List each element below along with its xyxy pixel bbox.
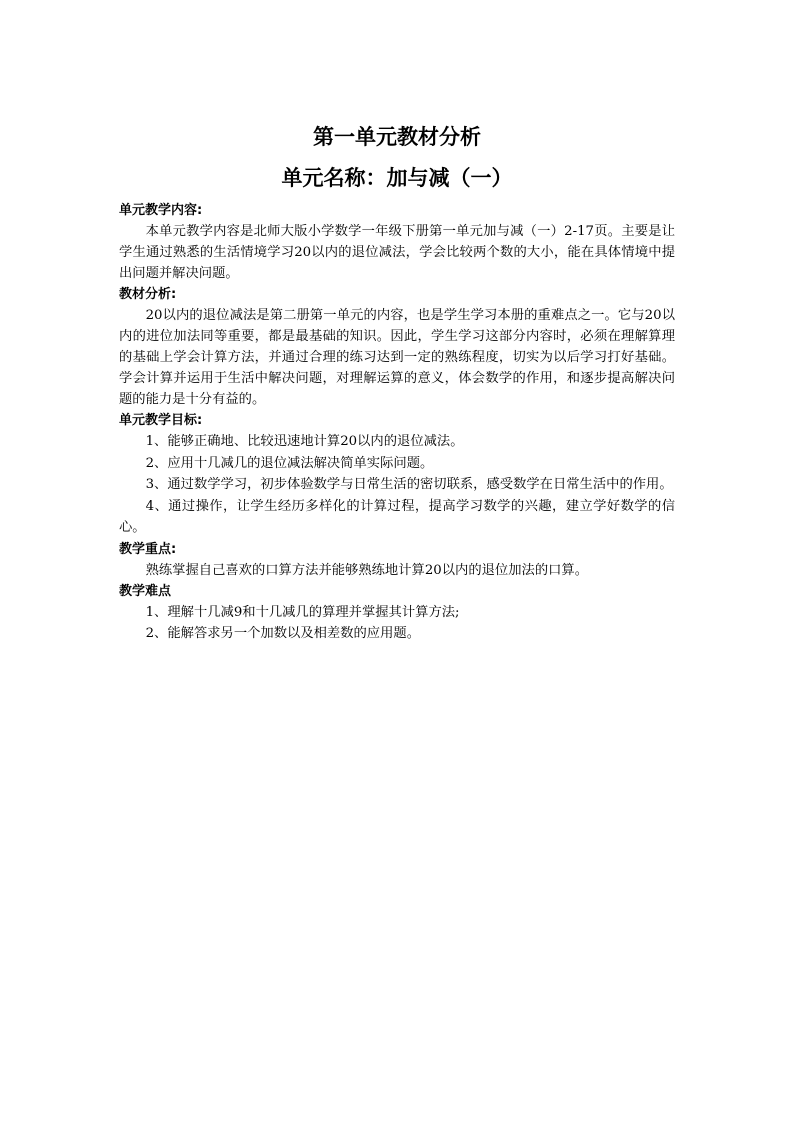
list-item: 2、应用十几减几的退位减法解决简单实际问题。 (145, 455, 434, 471)
section-difficult-points (119, 581, 675, 645)
section-paragraph: 本单元教学内容是北师大版小学数学一年级下册第一单元加与减（一）2-17页。主要是让学生通过熟悉的生活情境学习20以内的退位减法，学会比较两个数的大小，能在具体情境中提出问题并解决问题。 (119, 224, 675, 281)
list-item: 1、能够正确地、比较迅速地计算20以内的退位减法。 (145, 434, 464, 449)
section-heading: 教学重点: (119, 541, 177, 557)
section-unit-content (119, 200, 675, 284)
list-item: 4、通过操作，让学生经历多样化的计算过程，提高学习数学的兴趣，建立学好数学的信心。 (119, 498, 675, 535)
document-body (119, 118, 675, 645)
section-heading: 教学难点 (119, 583, 172, 599)
list-item: 2、能解答求另一个加数以及相差数的应用题。 (145, 626, 420, 641)
document-title: 第一单元教材分析 (313, 125, 481, 149)
section-paragraph: 20以内的退位减法是第二册第一单元的内容，也是学生学习本册的重难点之一。它与20以内的进位加法同等重要，都是最基础的知识。因此，学生学习这部分内容时，必须在理解算理的基础上学会计算方法，并通过合理的练习达到一定的熟练程度，切实为以后学习打好基础。学会计算并运用于生活中解决问题，对理解运算的意义，体会数学的作用，和逐步提高解决问题的能力是十分有益的。 (119, 308, 675, 407)
section-teaching-objectives (119, 410, 675, 539)
unit-name-title: 单元名称：加与减（一） (281, 166, 513, 190)
section-heading: 单元教学目标: (119, 413, 203, 428)
list-item: 1、理解十几减9和十几减几的算理并掌握其计算方法; (145, 604, 460, 620)
section-heading: 教材分析: (119, 287, 177, 302)
section-key-points (119, 539, 675, 581)
section-paragraph: 熟练掌握自己喜欢的口算方法并能够熟练地计算20以内的退位加法的口算。 (145, 562, 589, 578)
section-heading: 单元教学内容: (119, 203, 203, 218)
section-textbook-analysis (119, 284, 675, 410)
list-item: 3、通过数学学习，初步体验数学与日常生活的密切联系，感受数学在日常生活中的作用。 (145, 477, 673, 492)
